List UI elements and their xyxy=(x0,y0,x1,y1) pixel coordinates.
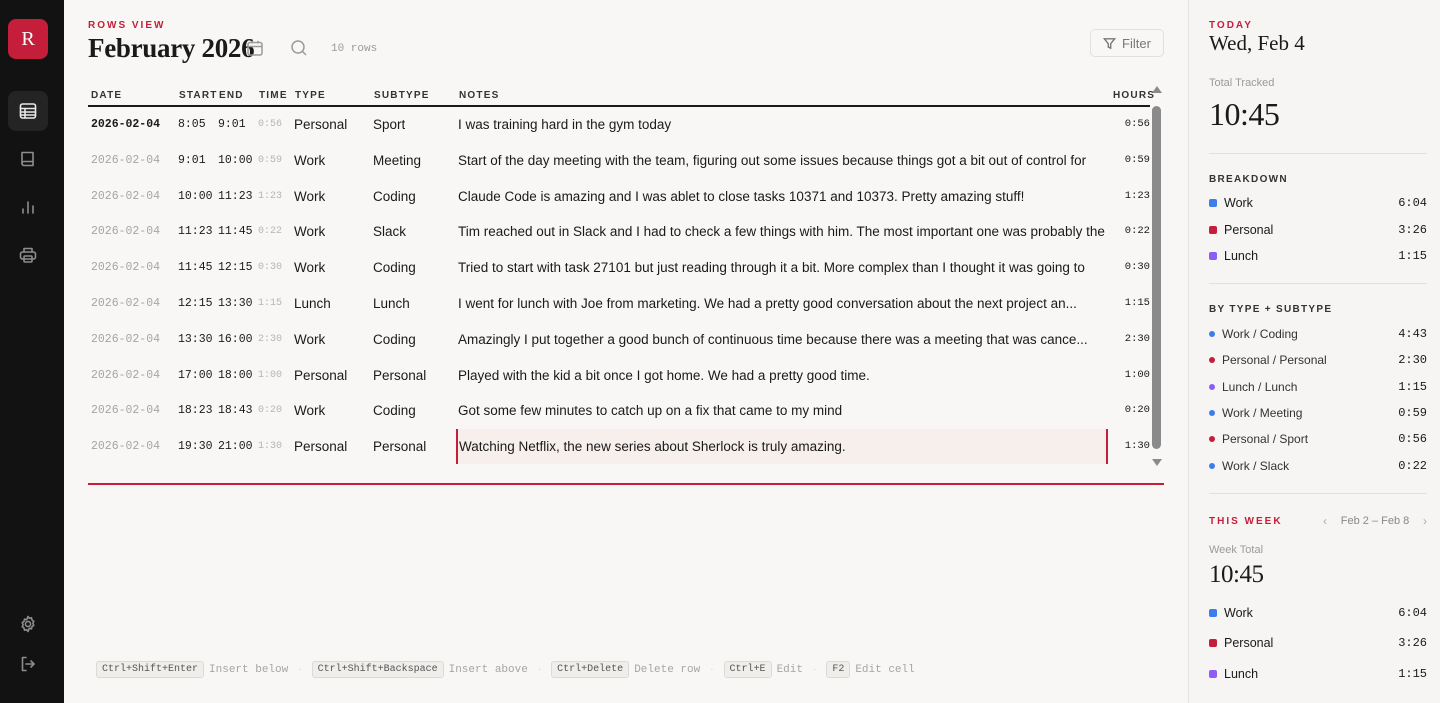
date-cell[interactable]: 2026-02-04 xyxy=(91,368,161,382)
table-row[interactable] xyxy=(88,286,1150,322)
next-week-chevron-icon[interactable]: › xyxy=(1423,514,1427,528)
hours-cell[interactable]: 0:59 xyxy=(1124,153,1150,166)
summary-item xyxy=(1209,633,1427,653)
table-header xyxy=(88,86,1156,107)
end-cell[interactable]: 16:00 xyxy=(218,332,253,346)
color-swatch-icon xyxy=(1209,331,1215,337)
date-cell[interactable]: 2026-02-04 xyxy=(91,332,161,346)
shortcut-label: Edit xyxy=(776,663,803,676)
today-eyebrow: TODAY xyxy=(1209,20,1253,31)
calendar-button[interactable] xyxy=(246,39,266,59)
logout-icon xyxy=(18,654,38,674)
color-swatch-icon xyxy=(1209,252,1217,260)
summary-item-name: Work / Coding xyxy=(1222,327,1298,341)
start-cell[interactable]: 12:15 xyxy=(178,296,213,310)
printer-icon xyxy=(18,245,38,265)
date-cell[interactable]: 2026-02-04 xyxy=(91,153,161,167)
end-cell[interactable]: 11:23 xyxy=(218,189,253,203)
hours-cell[interactable]: 0:56 xyxy=(1124,118,1150,130)
duration-cell[interactable]: 0:56 xyxy=(258,119,283,130)
shortcut-label: Insert below xyxy=(209,663,289,676)
filter-label: Filter xyxy=(1122,35,1151,51)
summary-item-name: Lunch xyxy=(1224,249,1259,263)
week-navigator xyxy=(1323,514,1427,528)
separator: · xyxy=(537,664,542,675)
bar-chart-icon xyxy=(18,197,38,217)
table-row[interactable] xyxy=(88,358,1150,394)
summary-item-name: Personal xyxy=(1224,222,1274,237)
start-cell[interactable]: 10:00 xyxy=(178,189,213,203)
nav-logout[interactable] xyxy=(8,644,48,684)
col-end[interactable]: END xyxy=(219,90,244,101)
notes-cell[interactable]: Tried to start with task 27101 but just reading through it a bit. More complex than I thought it was going to xyxy=(458,260,1085,276)
filter-icon xyxy=(1103,37,1116,50)
notes-cell[interactable]: Got some few minutes to catch up on a fix that came to my mind xyxy=(458,403,843,419)
hours-cell[interactable]: 1:00 xyxy=(1124,368,1150,381)
summary-item-name: Lunch xyxy=(1224,666,1259,681)
color-swatch-icon xyxy=(1209,639,1217,647)
row-count: 10 rows xyxy=(331,43,378,55)
summary-item-name: Work / Slack xyxy=(1222,458,1290,473)
subtype-cell[interactable]: Lunch xyxy=(373,295,410,311)
app-logo[interactable]: R xyxy=(8,19,48,59)
notes-cell[interactable]: Played with the kid a bit once I got home. We had a pretty good time. xyxy=(458,367,870,383)
summary-item xyxy=(1209,377,1427,397)
scroll-down-arrow-icon[interactable] xyxy=(1152,459,1162,466)
table-row[interactable] xyxy=(88,214,1150,250)
rows-view xyxy=(64,0,1188,703)
date-cell[interactable]: 2026-02-04 xyxy=(91,189,161,203)
summary-item xyxy=(1209,220,1427,240)
color-swatch-icon xyxy=(1209,410,1215,416)
nav-settings[interactable] xyxy=(8,604,48,644)
summary-item xyxy=(1209,429,1427,449)
keyboard-shortcuts-bar xyxy=(96,661,915,678)
notes-cell[interactable]: I went for lunch with Joe from marketing. We had a pretty good conversation about the next project an... xyxy=(458,295,1077,311)
summary-item xyxy=(1209,193,1427,213)
prev-week-chevron-icon[interactable]: ‹ xyxy=(1323,514,1327,528)
divider xyxy=(1209,153,1427,154)
summary-item-name: Work xyxy=(1224,606,1253,620)
summary-item-value: 3:26 xyxy=(1398,222,1427,237)
duration-cell[interactable]: 1:23 xyxy=(258,190,283,202)
col-type[interactable]: TYPE xyxy=(295,90,326,101)
color-swatch-icon xyxy=(1209,199,1217,207)
total-tracked-label: Total Tracked xyxy=(1209,77,1275,89)
notes-cell[interactable]: Claude Code is amazing and I was ablet to close tasks 10371 and 10373. Pretty amazing stuff! xyxy=(458,188,1025,204)
summary-item xyxy=(1209,246,1427,266)
by-type-heading: BY TYPE + SUBTYPE xyxy=(1209,304,1333,315)
this-week-eyebrow: THIS WEEK xyxy=(1209,516,1283,527)
subtype-cell[interactable]: Personal xyxy=(373,439,427,455)
week-range: Feb 2 – Feb 8 xyxy=(1340,515,1410,527)
subtype-cell[interactable]: Sport xyxy=(373,117,406,132)
shortcut-key: F2 xyxy=(826,661,850,678)
subtype-cell[interactable]: Coding xyxy=(373,188,416,204)
date-cell[interactable]: 2026-02-04 xyxy=(91,225,161,239)
summary-item-name: Personal / Personal xyxy=(1222,353,1327,368)
duration-cell[interactable]: 1:00 xyxy=(258,369,283,381)
duration-cell[interactable]: 2:30 xyxy=(258,333,283,345)
shortcut-label: Edit cell xyxy=(855,663,915,676)
view-eyebrow: ROWS VIEW xyxy=(88,20,166,31)
start-cell[interactable]: 11:23 xyxy=(178,225,213,239)
type-cell[interactable]: Work xyxy=(294,224,326,240)
start-cell[interactable]: 9:01 xyxy=(178,153,206,167)
shortcut-key: Ctrl+E xyxy=(724,661,772,678)
separator: · xyxy=(812,664,817,675)
col-subtype[interactable]: SUBTYPE xyxy=(374,90,430,101)
shortcut-key: Ctrl+Delete xyxy=(551,661,629,678)
separator: · xyxy=(298,664,302,675)
hours-cell[interactable]: 1:30 xyxy=(1124,440,1150,453)
duration-cell[interactable]: 0:22 xyxy=(258,226,283,238)
summary-item-value: 0:56 xyxy=(1398,432,1427,447)
color-swatch-icon xyxy=(1209,609,1217,617)
shortcut-key: Ctrl+Shift+Enter xyxy=(96,661,204,678)
color-swatch-icon xyxy=(1209,463,1215,469)
color-swatch-icon xyxy=(1209,226,1217,234)
summary-item-name: Personal / Sport xyxy=(1222,432,1309,447)
search-icon xyxy=(290,39,308,57)
table-row[interactable] xyxy=(88,250,1150,286)
end-cell[interactable]: 13:30 xyxy=(218,296,253,310)
week-total-label: Week Total xyxy=(1209,544,1264,556)
week-total-value: 10:45 xyxy=(1209,561,1264,588)
subtype-cell[interactable]: Meeting xyxy=(373,152,422,168)
page-title: February 2026 xyxy=(88,33,255,63)
type-cell[interactable]: Personal xyxy=(294,367,348,383)
summary-item xyxy=(1209,324,1427,344)
filter-button[interactable] xyxy=(1090,29,1164,57)
notes-cell[interactable]: Watching Netflix, the new series about Sherlock is truly amazing. xyxy=(456,429,1108,464)
color-swatch-icon xyxy=(1209,436,1215,442)
hours-cell[interactable]: 1:23 xyxy=(1124,189,1150,202)
notes-cell[interactable]: Amazingly I put together a good bunch of continuous time because there was a meeting that was cance... xyxy=(458,331,1088,347)
summary-item-name: Work / Meeting xyxy=(1222,405,1303,420)
start-cell[interactable]: 8:05 xyxy=(178,118,206,131)
summary-item xyxy=(1209,603,1427,623)
color-swatch-icon xyxy=(1209,357,1215,363)
summary-item xyxy=(1209,456,1427,476)
divider xyxy=(1209,493,1427,494)
summary-item-value: 4:43 xyxy=(1398,327,1427,341)
nav-print[interactable] xyxy=(8,235,48,275)
hours-cell[interactable]: 0:20 xyxy=(1124,404,1150,417)
scroll-up-arrow-icon[interactable] xyxy=(1152,86,1162,93)
summary-item-name: Work xyxy=(1224,196,1253,210)
summary-item-value: 3:26 xyxy=(1398,636,1427,651)
hours-cell[interactable]: 2:30 xyxy=(1124,332,1150,345)
color-swatch-icon xyxy=(1209,670,1217,678)
end-cell[interactable]: 21:00 xyxy=(218,440,253,454)
summary-item-name: Personal xyxy=(1224,636,1274,651)
table-end-rule xyxy=(88,483,1164,485)
nav-rows-view[interactable] xyxy=(8,91,48,131)
end-cell[interactable]: 11:45 xyxy=(218,225,253,239)
table-body xyxy=(88,107,1150,465)
table-scrollbar[interactable] xyxy=(1150,86,1164,466)
color-swatch-icon xyxy=(1209,384,1215,390)
duration-cell[interactable]: 1:30 xyxy=(258,441,283,453)
shortcut-key: Ctrl+Shift+Backspace xyxy=(312,661,444,678)
type-cell[interactable]: Work xyxy=(294,260,326,276)
type-cell[interactable]: Work xyxy=(294,403,326,419)
summary-item-value: 6:04 xyxy=(1398,196,1427,210)
subtype-cell[interactable]: Coding xyxy=(373,260,416,276)
start-cell[interactable]: 18:23 xyxy=(178,404,213,418)
hours-cell[interactable]: 0:30 xyxy=(1124,261,1150,274)
type-cell[interactable]: Personal xyxy=(294,117,348,132)
type-cell[interactable]: Work xyxy=(294,188,326,204)
table-row[interactable] xyxy=(88,143,1150,179)
type-cell[interactable]: Work xyxy=(294,331,326,347)
date-cell[interactable]: 2026-02-04 xyxy=(91,261,161,275)
end-cell[interactable]: 18:00 xyxy=(218,368,253,382)
summary-item xyxy=(1209,664,1427,684)
notes-cell[interactable]: Tim reached out in Slack and I had to check a few things with him. The most important one was probably the xyxy=(458,224,1105,240)
summary-item-value: 1:15 xyxy=(1398,379,1427,394)
summary-item-value: 2:30 xyxy=(1398,353,1427,368)
col-notes[interactable]: NOTES xyxy=(459,90,500,101)
table-row[interactable] xyxy=(88,393,1150,429)
nav-journal[interactable] xyxy=(8,139,48,179)
calendar-icon xyxy=(246,39,264,57)
end-cell[interactable]: 18:43 xyxy=(218,404,253,418)
start-cell[interactable]: 13:30 xyxy=(178,332,213,346)
type-cell[interactable]: Personal xyxy=(294,439,348,455)
date-cell[interactable]: 2026-02-04 xyxy=(91,118,161,131)
duration-cell[interactable]: 1:15 xyxy=(258,297,283,309)
summary-sidebar xyxy=(1188,0,1440,703)
duration-cell[interactable]: 0:59 xyxy=(258,154,283,166)
duration-cell[interactable]: 0:20 xyxy=(258,405,283,417)
end-cell[interactable]: 9:01 xyxy=(218,118,246,131)
left-nav xyxy=(0,0,64,703)
end-cell[interactable]: 12:15 xyxy=(218,261,253,275)
table-row[interactable] xyxy=(88,107,1150,143)
nav-stats[interactable] xyxy=(8,187,48,227)
summary-item xyxy=(1209,350,1427,370)
subtype-cell[interactable]: Slack xyxy=(373,224,407,240)
hours-cell[interactable]: 0:22 xyxy=(1124,225,1150,238)
start-cell[interactable]: 11:45 xyxy=(178,261,213,275)
total-tracked-value: 10:45 xyxy=(1209,96,1280,132)
start-cell[interactable]: 17:00 xyxy=(178,368,213,382)
type-cell[interactable]: Lunch xyxy=(294,295,331,311)
subtype-cell[interactable]: Personal xyxy=(373,367,427,383)
summary-item-name: Lunch / Lunch xyxy=(1222,379,1298,394)
summary-item xyxy=(1209,403,1427,423)
summary-item-value: 6:04 xyxy=(1398,606,1427,620)
type-cell[interactable]: Work xyxy=(294,152,326,168)
shortcut-label: Insert above xyxy=(448,663,528,676)
notes-cell[interactable]: Start of the day meeting with the team, figuring out some issues because things got a bit out of control for xyxy=(458,152,1087,168)
search-button[interactable] xyxy=(290,39,310,59)
subtype-cell[interactable]: Coding xyxy=(373,403,416,419)
summary-item-value: 0:59 xyxy=(1398,405,1427,420)
table-row[interactable] xyxy=(88,322,1150,358)
rows-table xyxy=(88,86,1156,465)
shortcut-label: Delete row xyxy=(634,663,701,676)
summary-item-value: 1:15 xyxy=(1398,249,1427,263)
date-cell[interactable]: 2026-02-04 xyxy=(91,404,161,418)
col-time[interactable]: TIME xyxy=(259,90,288,101)
table-row[interactable] xyxy=(88,179,1150,215)
breakdown-heading: BREAKDOWN xyxy=(1209,174,1288,185)
col-date[interactable]: DATE xyxy=(91,90,123,101)
end-cell[interactable]: 10:00 xyxy=(218,153,253,167)
today-date: Wed, Feb 4 xyxy=(1209,31,1305,55)
col-hours[interactable]: HOURS xyxy=(1113,90,1156,101)
summary-item-value: 1:15 xyxy=(1398,666,1427,681)
hours-cell[interactable]: 1:15 xyxy=(1124,296,1150,309)
subtype-cell[interactable]: Coding xyxy=(373,331,416,347)
table-icon xyxy=(18,101,38,121)
table-row[interactable] xyxy=(88,429,1150,465)
separator: · xyxy=(710,664,714,675)
start-cell[interactable]: 19:30 xyxy=(178,440,213,454)
col-start[interactable]: START xyxy=(179,90,218,101)
date-cell[interactable]: 2026-02-04 xyxy=(91,440,161,454)
book-icon xyxy=(18,149,38,169)
notes-cell[interactable]: I was training hard in the gym today xyxy=(458,117,672,132)
gear-icon xyxy=(18,614,38,634)
divider xyxy=(1209,283,1427,284)
date-cell[interactable]: 2026-02-04 xyxy=(91,296,161,310)
summary-item-value: 0:22 xyxy=(1398,458,1427,473)
scroll-thumb[interactable] xyxy=(1152,106,1161,449)
duration-cell[interactable]: 0:30 xyxy=(258,262,283,274)
